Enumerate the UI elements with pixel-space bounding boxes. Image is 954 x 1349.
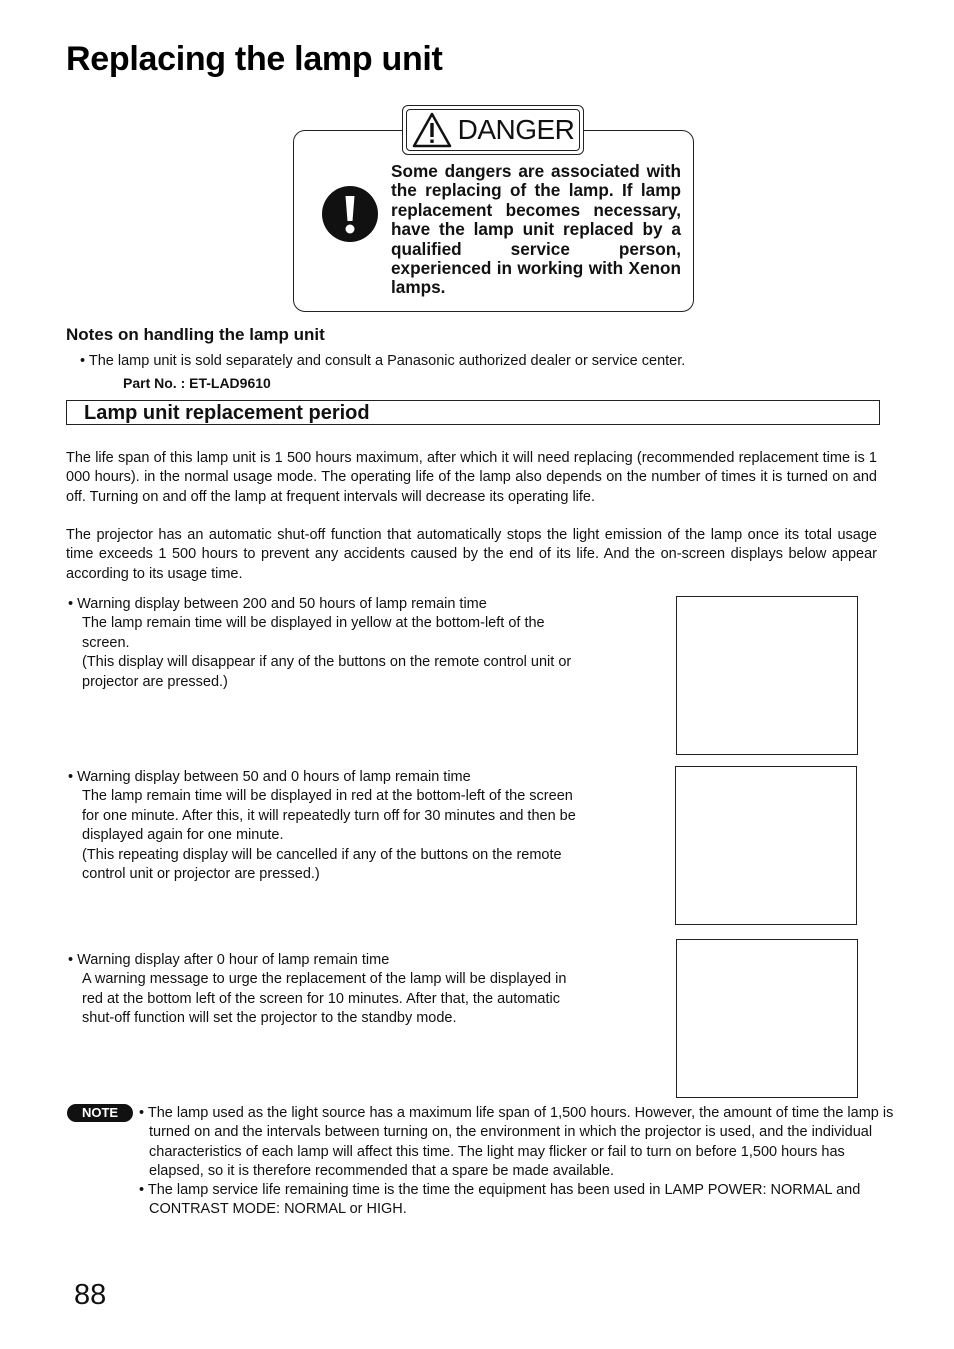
- warning-item: [68, 951, 568, 1029]
- warning-triangle-icon: [412, 112, 452, 148]
- page-title: Replacing the lamp unit: [66, 40, 443, 78]
- notes-line: • The lamp unit is sold separately and consult a Panasonic authorized dealer or service center.: [80, 353, 686, 369]
- note-item: • The lamp service life remaining time is the time the equipment has been used in LAMP POWER: NORMAL and CONTRAST MODE: NORMAL or HIGH.: [139, 1182, 861, 1218]
- paragraph-life-span: The life span of this lamp unit is 1 500 hours maximum, after which it will need replacing (recommended replacement time is 1 000 hours). in the normal usage mode. The operating life of the lamp also depends on the number of times it is turned on and off. Turning on and off the lamp at frequent intervals will decrease its operating life.: [66, 450, 877, 505]
- warning-item: [68, 768, 588, 884]
- danger-label: DANGER: [457, 114, 575, 145]
- warning-heading: • Warning display after 0 hour of lamp remain time: [68, 952, 390, 968]
- screen-illustration: [676, 939, 858, 1098]
- section-title: Lamp unit replacement period: [84, 402, 370, 424]
- warning-note: (This repeating display will be cancelled if any of the buttons on the remote control unit or projector are pressed.): [82, 846, 562, 883]
- danger-label-tab: [402, 105, 584, 155]
- part-number: Part No. : ET-LAD9610: [123, 375, 271, 391]
- warning-body: The lamp remain time will be displayed in red at the bottom-left of the screen for one minute. After this, it will repeatedly turn off for 30 minutes and then be displayed again for one minute.: [82, 788, 576, 844]
- warning-body: A warning message to urge the replacement of the lamp will be displayed in red at the bottom left of the screen for 10 minutes. After that, the automatic shut-off function will set the projector to the standby mode.: [82, 971, 567, 1027]
- warning-item: [68, 595, 588, 692]
- warning-heading: • Warning display between 200 and 50 hours of lamp remain time: [68, 596, 487, 612]
- warning-body: The lamp remain time will be displayed in yellow at the bottom-left of the screen.: [82, 615, 545, 651]
- note-badge: NOTE: [67, 1104, 133, 1122]
- screen-illustration: [676, 596, 858, 755]
- danger-text: Some dangers are associated with the replacing of the lamp. If lamp replacement becomes necessary, have the lamp unit replaced by a qualified service person, experienced in working with Xenon lamps.: [391, 161, 681, 298]
- exclamation-icon: [322, 186, 378, 242]
- warning-heading: • Warning display between 50 and 0 hours of lamp remain time: [68, 769, 471, 785]
- note-item: • The lamp used as the light source has a maximum life span of 1,500 hours. However, the amount of time the lamp is turned on and the intervals between turning on, the environment in which the projector is used, and the individual characteristics of each lamp will affect this time. The light may flicker or fail to turn on before 1,500 hours has elapsed, so it is therefore recommended that a spare be made available.: [139, 1105, 894, 1180]
- warning-note: (This display will disappear if any of the buttons on the remote control unit or projector are pressed.): [82, 654, 572, 690]
- screen-illustration: [675, 766, 857, 925]
- paragraph-shut-off: The projector has an automatic shut-off function that automatically stops the light emission of the lamp once its total usage time exceeds 1 500 hours to prevent any accidents caused by the end of its life. And the on-screen displays below appear according to its usage time.: [66, 527, 877, 582]
- notes-heading: Notes on handling the lamp unit: [66, 325, 325, 344]
- page-number: 88: [74, 1279, 107, 1311]
